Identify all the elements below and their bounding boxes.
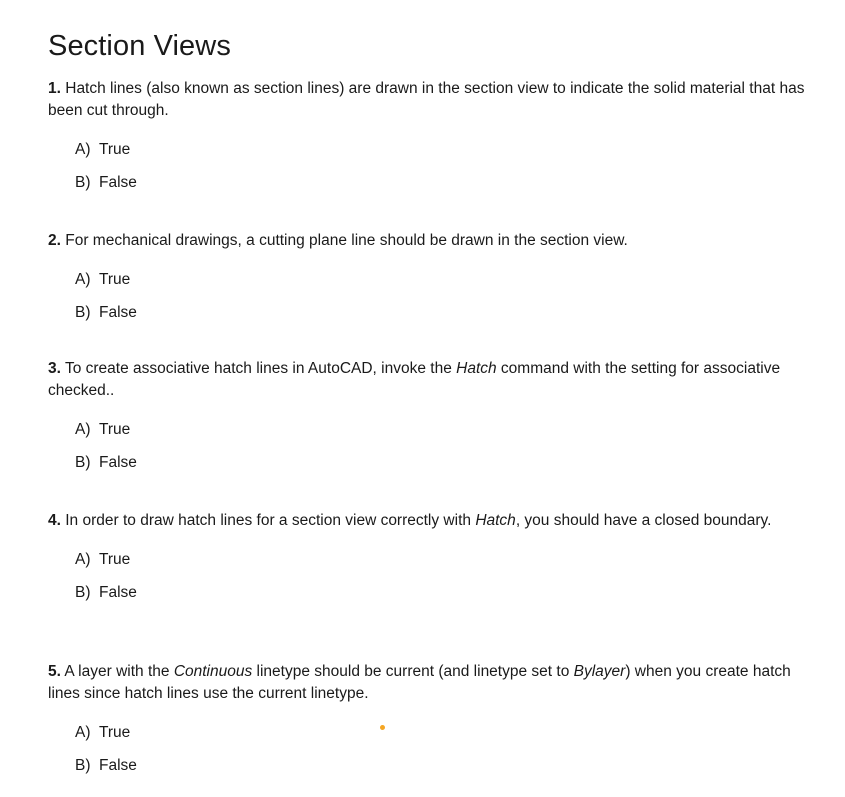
answer-option-false[interactable] — [75, 303, 808, 323]
accent-dot — [380, 725, 385, 730]
option-label: False — [99, 584, 137, 601]
answer-options — [48, 723, 808, 776]
question-text — [48, 78, 808, 122]
answer-option-true[interactable] — [75, 270, 808, 290]
answer-option-true[interactable] — [75, 550, 808, 570]
option-label: False — [99, 454, 137, 471]
question-number: 4. — [48, 512, 61, 529]
question-segment: linetype should be current (and linetype set to — [252, 663, 574, 680]
question-segment: ) when you create hatch lines since hatch lines use the current linetype. — [48, 663, 791, 702]
answer-option-false[interactable] — [75, 583, 808, 603]
question-4 — [48, 510, 808, 616]
option-label: True — [99, 551, 131, 568]
answer-option-false[interactable] — [75, 453, 808, 473]
option-letter: A) — [75, 141, 91, 158]
option-letter: B) — [75, 757, 91, 774]
question-emphasis: Bylayer — [573, 663, 626, 680]
option-label: False — [99, 304, 137, 321]
question-emphasis: Continuous — [173, 663, 253, 680]
answer-options — [48, 270, 808, 323]
question-emphasis: Hatch — [475, 512, 516, 529]
question-emphasis: Hatch — [456, 360, 497, 377]
question-segment: In order to draw hatch lines for a section view correctly with — [60, 512, 476, 529]
option-label: True — [99, 724, 131, 741]
question-segment: To create associative hatch lines in AutoCAD, invoke the — [60, 360, 457, 377]
question-5 — [48, 661, 808, 789]
option-letter: B) — [75, 304, 91, 321]
answer-option-true[interactable] — [75, 723, 808, 743]
answer-option-true[interactable] — [75, 420, 808, 440]
option-letter: A) — [75, 724, 91, 741]
option-label: True — [99, 141, 131, 158]
answer-option-true[interactable] — [75, 140, 808, 160]
option-letter: A) — [75, 551, 91, 568]
answer-options — [48, 140, 808, 193]
question-segment: A layer with the — [60, 663, 174, 680]
question-segment: , you should have a closed boundary. — [515, 512, 772, 529]
page-title: Section Views — [48, 30, 231, 62]
question-number: 2. — [48, 232, 61, 249]
option-label: False — [99, 757, 137, 774]
question-number: 5. — [48, 663, 61, 680]
question-segment: For mechanical drawings, a cutting plane line should be drawn in the section view. — [60, 232, 628, 249]
option-label: False — [99, 174, 137, 191]
question-1 — [48, 78, 808, 206]
question-text — [48, 358, 808, 402]
option-label: True — [99, 421, 131, 438]
answer-option-false[interactable] — [75, 756, 808, 776]
question-segment: Hatch lines (also known as section lines) are drawn in the section view to indicate the solid material that has been cut through. — [48, 80, 805, 119]
option-letter: B) — [75, 454, 91, 471]
option-letter: B) — [75, 584, 91, 601]
question-segment: command with the setting for associative checked.. — [48, 360, 781, 399]
option-letter: A) — [75, 271, 91, 288]
question-text — [48, 661, 808, 705]
question-number: 3. — [48, 360, 61, 377]
question-3 — [48, 358, 808, 486]
answer-options — [48, 550, 808, 603]
option-letter: A) — [75, 421, 91, 438]
question-text — [48, 230, 808, 252]
question-2 — [48, 230, 808, 336]
option-letter: B) — [75, 174, 91, 191]
option-label: True — [99, 271, 131, 288]
answer-option-false[interactable] — [75, 173, 808, 193]
question-text — [48, 510, 808, 532]
question-number: 1. — [48, 80, 61, 97]
answer-options — [48, 420, 808, 473]
